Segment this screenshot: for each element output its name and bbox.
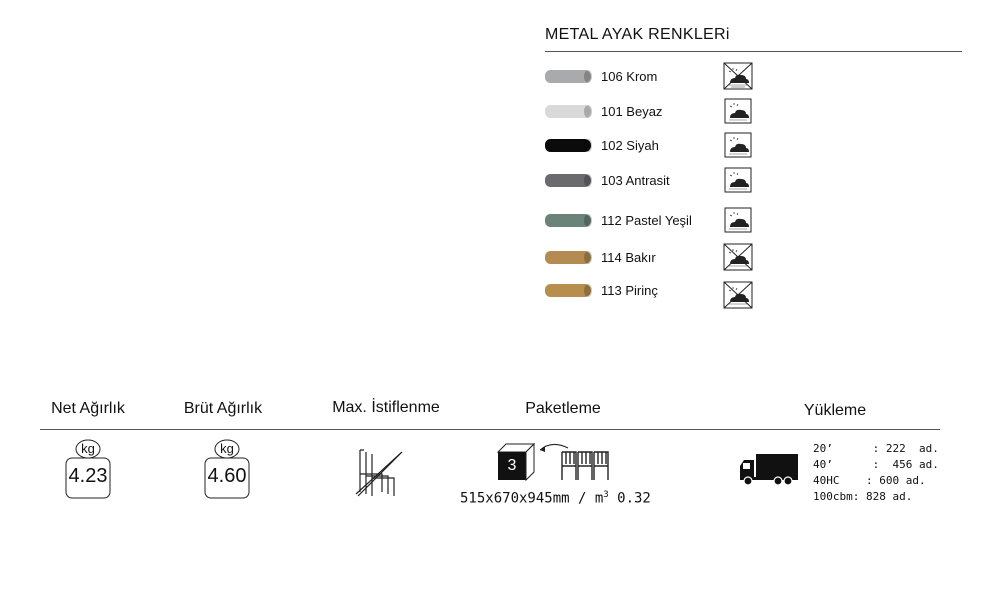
color-swatch <box>545 139 591 152</box>
color-label: 102 Siyah <box>601 138 659 153</box>
package-count: 3 <box>507 457 517 474</box>
color-row-antrasit <box>545 166 765 196</box>
loading-line: 40’ : 456 ad. <box>813 458 939 471</box>
metal-colors-title: METAL AYAK RENKLERi <box>545 26 730 43</box>
loading-line: 20’ : 222 ad. <box>813 442 939 455</box>
weight-unit: kg <box>220 441 234 456</box>
color-row-siyah <box>545 131 765 161</box>
color-label: 106 Krom <box>601 69 658 84</box>
cubic-superscript: 3 <box>603 490 609 500</box>
indoor-only-weather-icon <box>723 62 753 90</box>
stacking-heading: Max. İstiflenme <box>332 399 440 416</box>
color-row-bakir <box>545 243 765 273</box>
metal-colors-divider <box>545 51 962 52</box>
color-swatch <box>545 214 591 227</box>
net-weight-heading: Net Ağırlık <box>51 400 125 417</box>
truck-icon <box>738 452 800 486</box>
gross-weight-badge <box>203 438 251 500</box>
color-row-krom <box>545 62 765 92</box>
package-dims-text: 515x670x945mm / m <box>460 490 604 507</box>
no-stacking-icon <box>352 446 404 498</box>
loading-line: 40HC : 600 ad. <box>813 474 926 487</box>
color-label: 101 Beyaz <box>601 104 663 119</box>
outdoor-weather-icon <box>723 97 753 125</box>
color-swatch <box>545 174 591 187</box>
indoor-only-weather-icon <box>723 243 753 271</box>
color-swatch <box>545 70 591 83</box>
color-label: 113 Pirinç <box>601 283 658 298</box>
outdoor-weather-icon <box>723 166 753 194</box>
indoor-only-weather-icon <box>723 281 753 309</box>
color-swatch <box>545 251 591 264</box>
color-swatch <box>545 105 591 118</box>
color-row-pastel-yesil <box>545 206 765 236</box>
net-weight-badge <box>64 438 112 500</box>
color-row-pirinc <box>545 276 765 306</box>
loading-line: 100cbm: 828 ad. <box>813 490 913 503</box>
loading-heading: Yükleme <box>803 402 867 419</box>
outdoor-weather-icon <box>723 131 753 159</box>
gross-weight-heading: Brüt Ağırlık <box>183 400 263 417</box>
package-dimensions <box>460 490 651 507</box>
weight-unit: kg <box>81 441 95 456</box>
outdoor-weather-icon <box>723 206 753 234</box>
packaging-heading: Paketleme <box>525 400 601 417</box>
net-weight-value: 4.23 <box>68 465 108 487</box>
package-volume: 0.32 <box>608 490 651 507</box>
gross-weight-value: 4.60 <box>207 465 247 487</box>
color-row-beyaz <box>545 97 765 127</box>
color-swatch <box>545 284 591 297</box>
color-label: 112 Pastel Yeşil <box>601 213 692 228</box>
color-label: 103 Antrasit <box>601 173 670 188</box>
specs-divider <box>40 429 940 430</box>
color-label: 114 Bakır <box>601 250 656 265</box>
